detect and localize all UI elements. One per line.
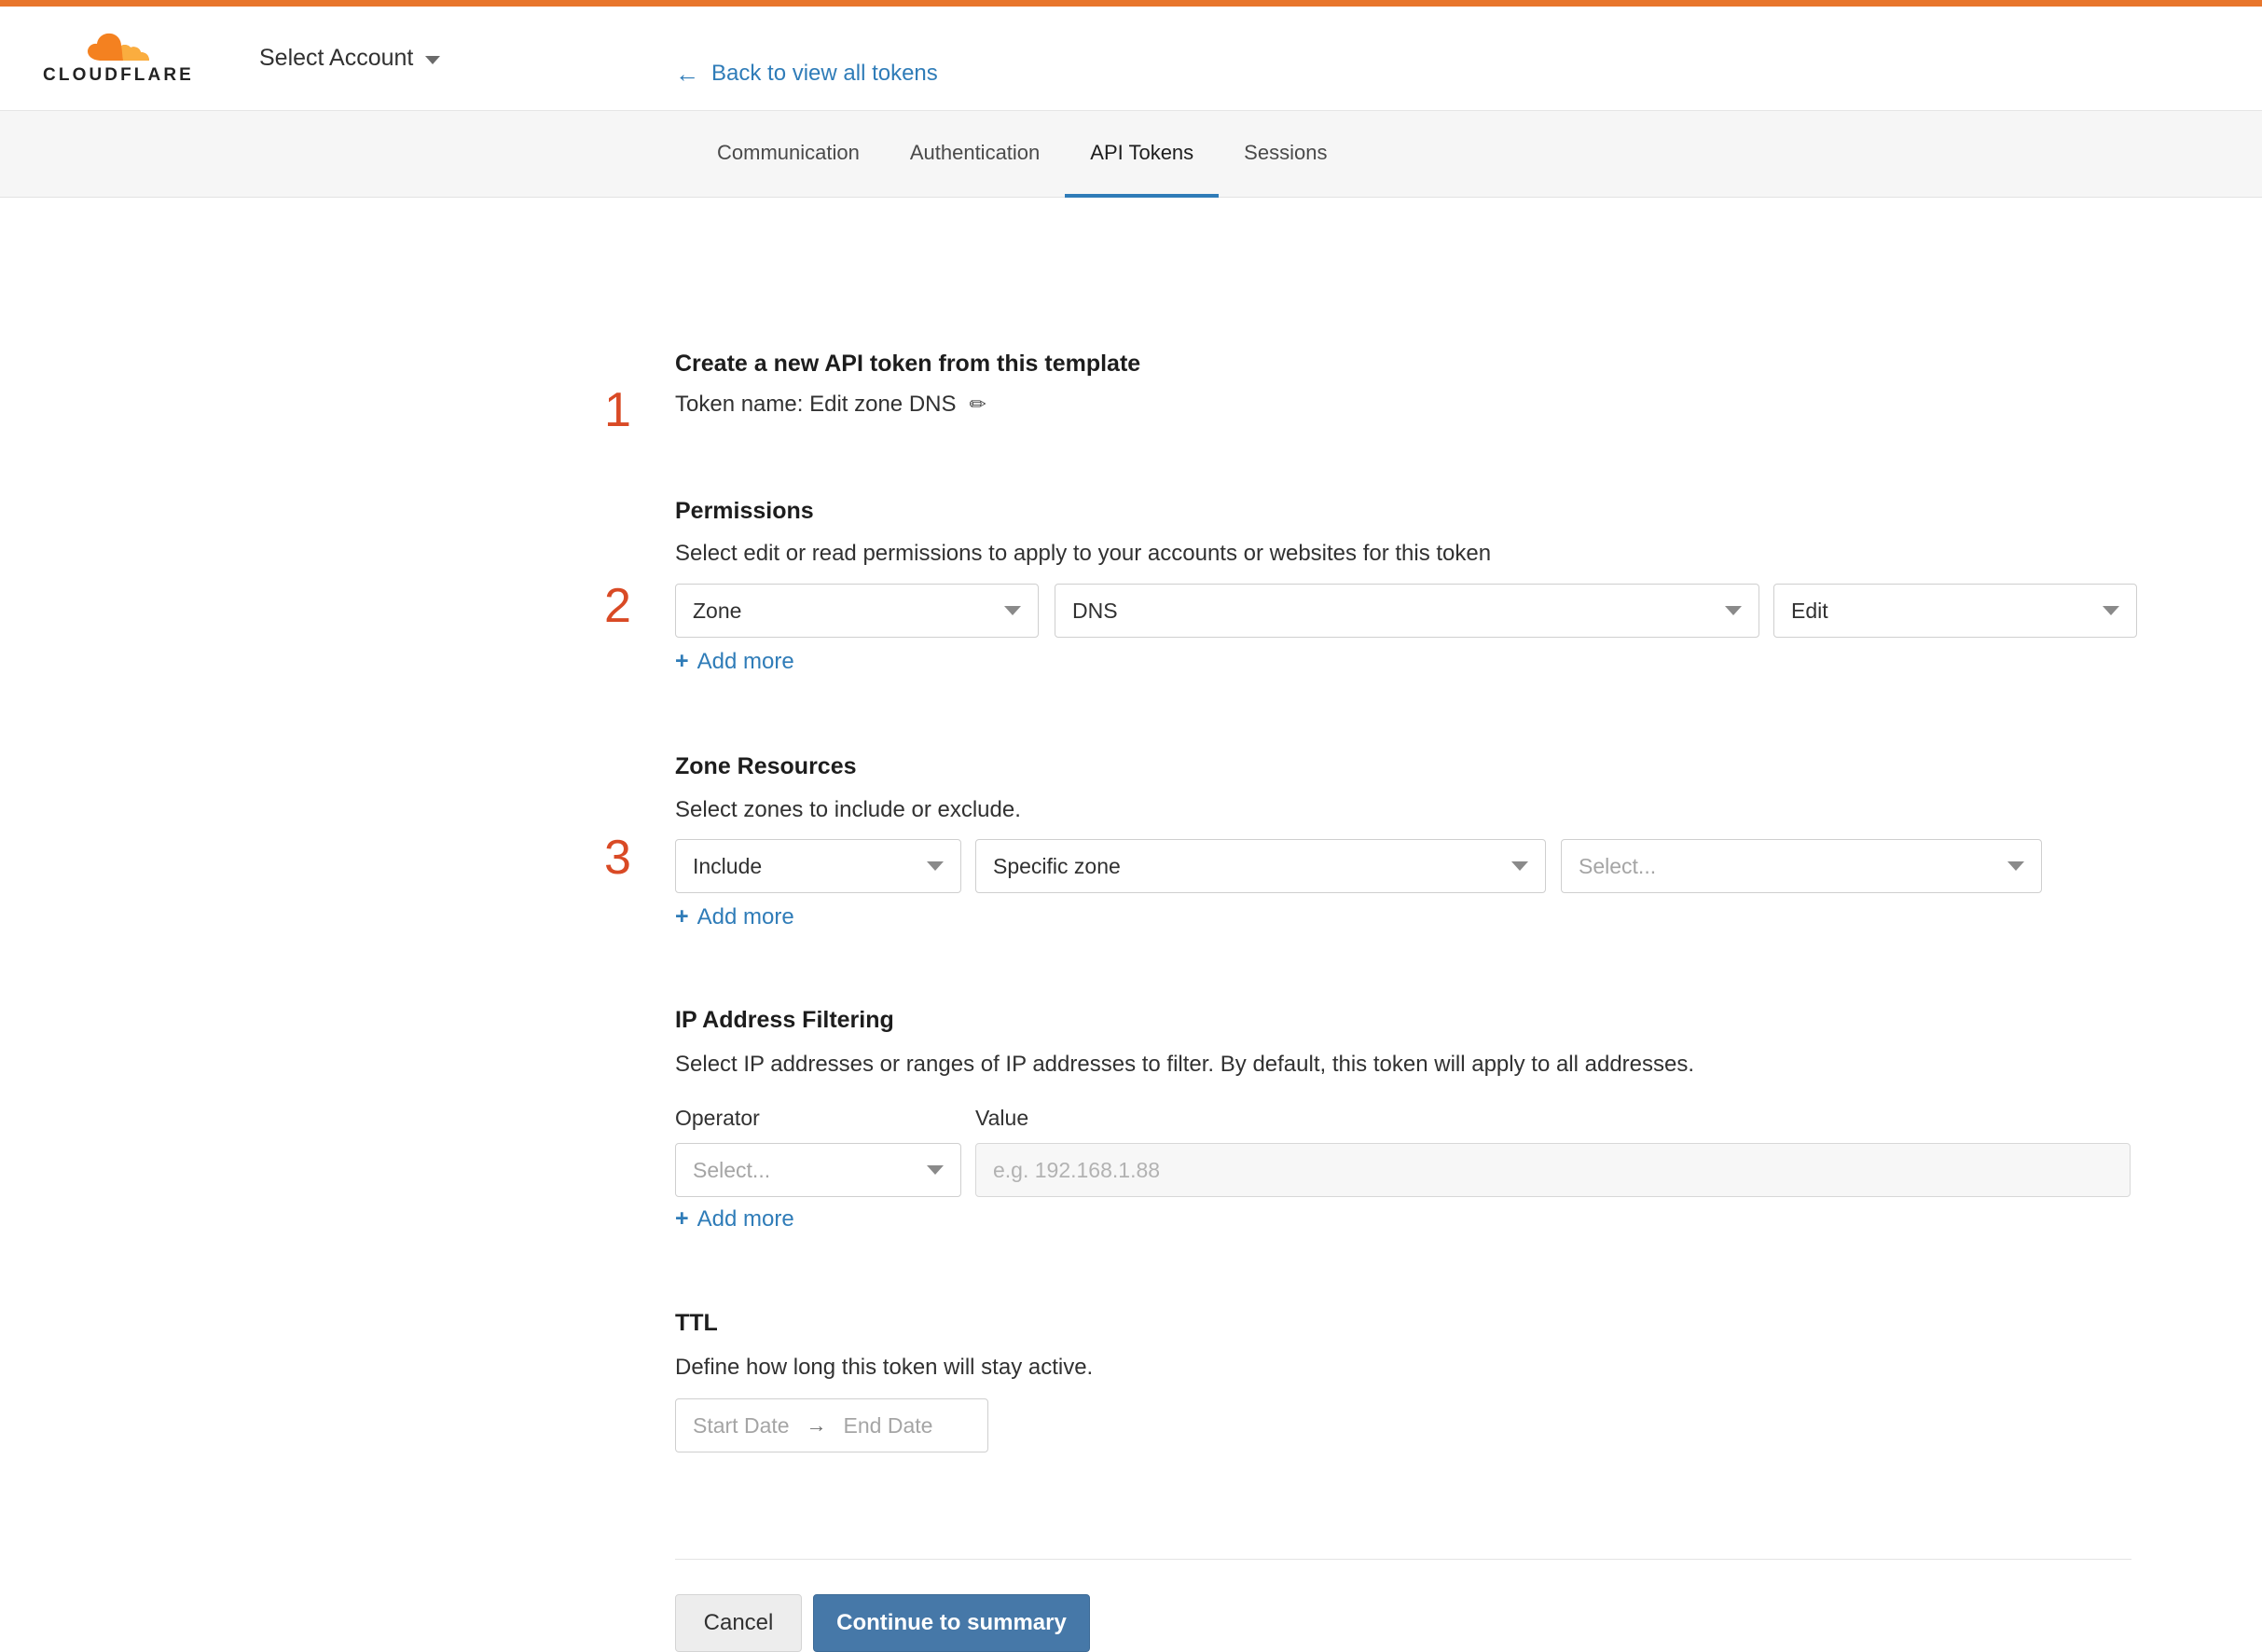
zone-resources-title: Zone Resources: [675, 753, 857, 779]
cloudflare-wordmark: CLOUDFLARE: [43, 64, 194, 85]
ip-filtering-title: IP Address Filtering: [675, 1007, 894, 1033]
back-to-tokens-link[interactable]: [675, 61, 938, 87]
step-number-2: 2: [604, 579, 631, 633]
zone-name-value: Select...: [1579, 853, 1657, 878]
back-link-label: Back to view all tokens: [711, 61, 938, 86]
permissions-add-more-button[interactable]: [675, 648, 794, 675]
permissions-subtitle: Select edit or read permissions to apply to your accounts or websites for this token: [675, 541, 1492, 566]
step-number-1: 1: [604, 383, 631, 437]
permissions-title: Permissions: [675, 498, 814, 524]
tab-sessions[interactable]: Sessions: [1244, 140, 1328, 164]
back-arrow-icon: ←: [675, 60, 699, 88]
permission-resource-value: DNS: [1072, 598, 1118, 623]
permission-access-value: Edit: [1791, 598, 1828, 623]
cancel-button[interactable]: Cancel: [675, 1594, 802, 1652]
ttl-subtitle: Define how long this token will stay active.: [675, 1355, 1094, 1380]
top-accent-strip: [0, 0, 2262, 7]
tab-communication[interactable]: Communication: [717, 140, 860, 164]
ip-filtering-subtitle: Select IP addresses or ranges of IP addresses to filter. By default, this token will apply to all addresses.: [675, 1052, 1695, 1077]
chevron-down-icon: [927, 1165, 944, 1175]
permission-scope-select[interactable]: [675, 584, 1039, 638]
plus-icon: +: [675, 648, 689, 674]
permission-access-select[interactable]: [1773, 584, 2137, 638]
zone-resources-add-more-button[interactable]: [675, 903, 794, 930]
settings-tabs: [0, 111, 2262, 198]
ip-value-input[interactable]: [975, 1143, 2131, 1197]
step-number-3: 3: [604, 831, 631, 885]
plus-icon: +: [675, 903, 689, 929]
chevron-down-icon: [927, 861, 944, 871]
permissions-add-more-label: Add more: [697, 648, 794, 674]
tab-authentication[interactable]: Authentication: [909, 140, 1041, 164]
cloudflare-logo[interactable]: [26, 32, 211, 86]
ip-value-label: Value: [975, 1106, 1029, 1130]
arrow-right-icon: →: [806, 1413, 827, 1437]
zone-name-select[interactable]: [1561, 839, 2042, 893]
plus-icon: +: [675, 1205, 689, 1232]
zone-scope-value: Specific zone: [993, 853, 1121, 878]
ttl-end-date[interactable]: End Date: [843, 1412, 933, 1438]
zone-resources-subtitle: Select zones to include or exclude.: [675, 797, 1021, 822]
tab-api-tokens[interactable]: API Tokens: [1065, 111, 1219, 198]
chevron-down-icon: [2103, 606, 2119, 615]
continue-to-summary-button[interactable]: Continue to summary: [813, 1594, 1090, 1652]
chevron-down-icon: [1511, 861, 1528, 871]
chevron-down-icon: [425, 56, 440, 64]
chevron-down-icon: [2007, 861, 2024, 871]
ip-value-placeholder: e.g. 192.168.1.88: [993, 1157, 1161, 1182]
zone-scope-select[interactable]: [975, 839, 1546, 893]
ttl-title: TTL: [675, 1310, 718, 1336]
ip-operator-value: Select...: [693, 1157, 771, 1182]
token-name-row: [675, 392, 986, 418]
cloudflare-cloud-icon: [86, 32, 151, 63]
chevron-down-icon: [1725, 606, 1742, 615]
ip-filtering-add-more-button[interactable]: [675, 1205, 794, 1232]
zone-inclusion-value: Include: [693, 853, 763, 878]
create-token-title: Create a new API token from this template: [675, 351, 1141, 377]
permission-scope-value: Zone: [693, 598, 742, 623]
edit-pencil-icon[interactable]: ✏: [969, 392, 986, 416]
ttl-date-range-picker[interactable]: [675, 1398, 988, 1452]
zone-inclusion-select[interactable]: [675, 839, 961, 893]
ttl-start-date[interactable]: Start Date: [693, 1412, 790, 1438]
token-name-label: Token name: Edit zone DNS: [675, 392, 957, 417]
chevron-down-icon: [1004, 606, 1021, 615]
permission-resource-select[interactable]: [1055, 584, 1759, 638]
account-selector-label: Select Account: [259, 45, 414, 71]
account-selector[interactable]: [259, 45, 440, 72]
ip-filtering-add-more-label: Add more: [697, 1205, 794, 1232]
ip-operator-select[interactable]: [675, 1143, 961, 1197]
zone-resources-add-more-label: Add more: [697, 903, 794, 929]
footer-divider: [675, 1559, 2131, 1560]
ip-operator-label: Operator: [675, 1106, 760, 1130]
app-header: [0, 7, 2262, 111]
